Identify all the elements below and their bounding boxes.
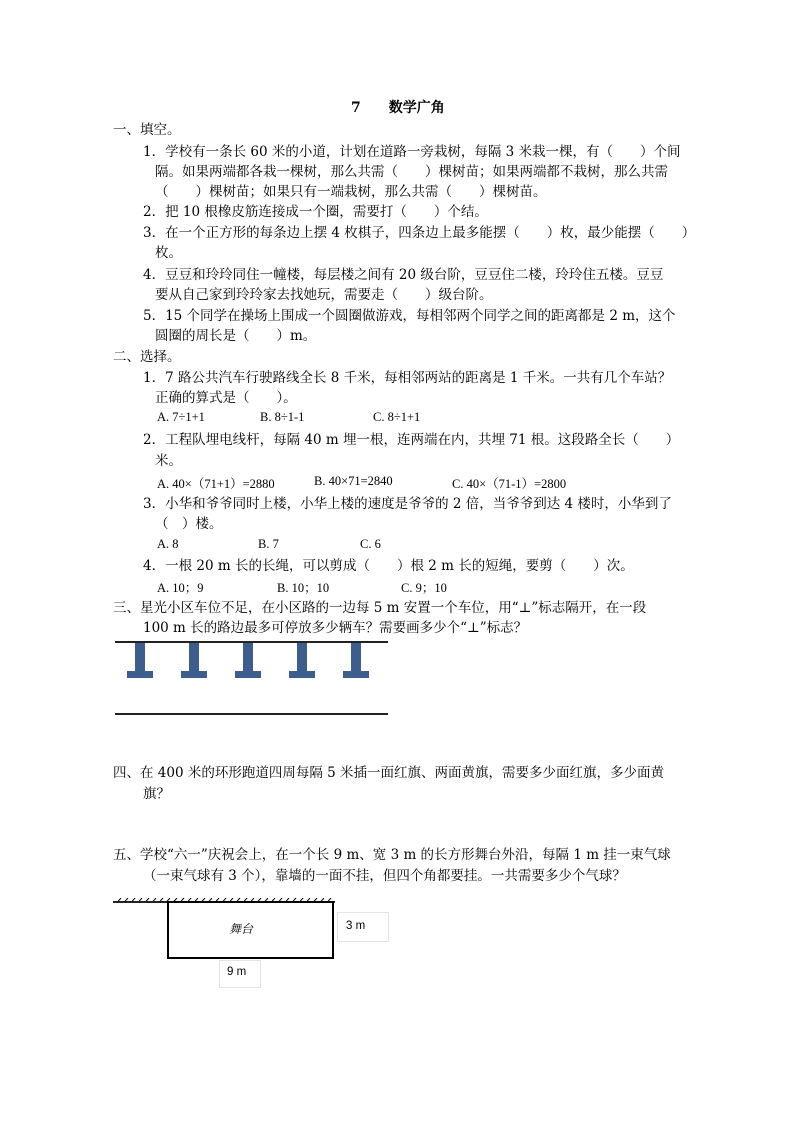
page-title: 7 数学广角 <box>351 100 445 116</box>
section-3-line1: 三、星光小区车位不足，在小区路的一边每 5 m 安置一个车位，用“⊥”标志隔开，在一段 <box>113 600 647 616</box>
s1-q1-line1: 1．学校有一条长 60 米的小道，计划在道路一旁栽树，每隔 3 米栽一棵，有（ ）个间 <box>143 144 681 160</box>
s2-q4-option-b: B. 10；10 <box>277 581 330 595</box>
s2-q4: 4．一根 20 m 长的长绳，可以剪成（ ）根 2 m 长的短绳，要剪（ ）次。 <box>143 558 634 574</box>
s2-q3-option-b: B. 7 <box>258 537 279 551</box>
s2-q3-option-c: C. 6 <box>360 537 381 551</box>
parking-road-bottom-line <box>115 713 388 715</box>
s2-q2-line1: 2．工程队埋电线杆，每隔 40 m 埋一根，连两端在内，共埋 71 根。这段路全长（ ） <box>143 432 680 448</box>
s1-q5-line2: 圆圈的周长是（ ）m。 <box>155 328 317 344</box>
s2-q1-line1: 1．7 路公共汽车行驶路线全长 8 千米，每相邻两站的距离是 1 千米。一共有几个车站？ <box>143 370 672 386</box>
s1-q3-line2: 枚。 <box>155 245 182 261</box>
section-5-line1: 五、学校“六一”庆祝会上，在一个长 9 m、宽 3 m 的长方形舞台外沿，每隔 1 m 挂一束气球 <box>113 847 671 863</box>
s2-q1-line2: 正确的算式是（ ）。 <box>155 390 297 406</box>
s1-q4-line1: 4．豆豆和玲玲同住一幢楼，每层楼之间有 20 级台阶，豆豆住二楼，玲玲住五楼。豆豆 <box>143 267 664 283</box>
s1-q3-line1: 3．在一个正方形的每条边上摆 4 枚棋子，四条边上最多能摆（ ）枚，最少能摆（ ） <box>143 225 696 241</box>
s1-q1-line3: （ ）棵树苗；如果只有一端栽树，那么共需（ ）棵树苗。 <box>155 184 547 200</box>
width-label: 3 m <box>346 920 366 932</box>
s2-q1-option-b: B. 8÷1-1 <box>260 410 305 424</box>
s2-q4-option-c: C. 9；10 <box>401 581 447 595</box>
section-3-line2: 100 m 长的路边最多可停放多少辆车？需要画多少个“⊥”标志？ <box>143 620 528 636</box>
s2-q2-option-a: A. 40×（71+1）=2880 <box>157 477 275 491</box>
wall-hatch <box>113 892 335 901</box>
section-4-line1: 四、在 400 米的环形跑道四周每隔 5 米插一面红旗、两面黄旗，需要多少面红旗，多少面黄 <box>113 765 665 781</box>
s2-q2-line2: 米。 <box>155 453 182 469</box>
section-2-heading: 二、选择。 <box>113 349 181 365</box>
s1-q5-line1: 5．15 个同学在操场上围成一个圆圈做游戏，每相邻两个同学之间的距离都是 2 m，这个 <box>143 308 676 324</box>
s2-q1-option-c: C. 8÷1+1 <box>373 410 421 424</box>
s2-q3-option-a: A. 8 <box>157 537 179 551</box>
s2-q3-line1: 3．小华和爷爷同时上楼，小华上楼的速度是爷爷的 2 倍，当爷爷到达 4 楼时，小华到了 <box>143 496 672 512</box>
s2-q2-option-c: C. 40×（71-1）=2800 <box>452 477 567 491</box>
s1-q4-line2: 要从自己家到玲玲家去找她玩，需要走（ ）级台阶。 <box>155 287 493 303</box>
section-5-line2: （一束气球有 3 个），靠墙的一面不挂，但四个角都要挂。一共需要多少个气球？ <box>143 868 626 884</box>
s2-q4-option-a: A. 10；9 <box>157 581 204 595</box>
stage-label: 舞台 <box>229 922 254 936</box>
s1-q1-line2: 隔。如果两端都各栽一棵树，那么共需（ ）棵树苗；如果两端都不栽树，那么共需 <box>155 164 668 180</box>
section-4-line2: 旗？ <box>143 786 170 802</box>
s1-q2: 2．把 10 根橡皮筋连接成一个圈，需要打（ ）个结。 <box>143 204 488 220</box>
s2-q3-line2: （ ）楼。 <box>155 516 223 532</box>
section-1-heading: 一、填空。 <box>113 122 181 138</box>
s2-q2-option-b: B. 40×71=2840 <box>314 474 393 488</box>
length-label: 9 m <box>227 966 247 978</box>
s2-q1-option-a: A. 7÷1+1 <box>157 410 205 424</box>
